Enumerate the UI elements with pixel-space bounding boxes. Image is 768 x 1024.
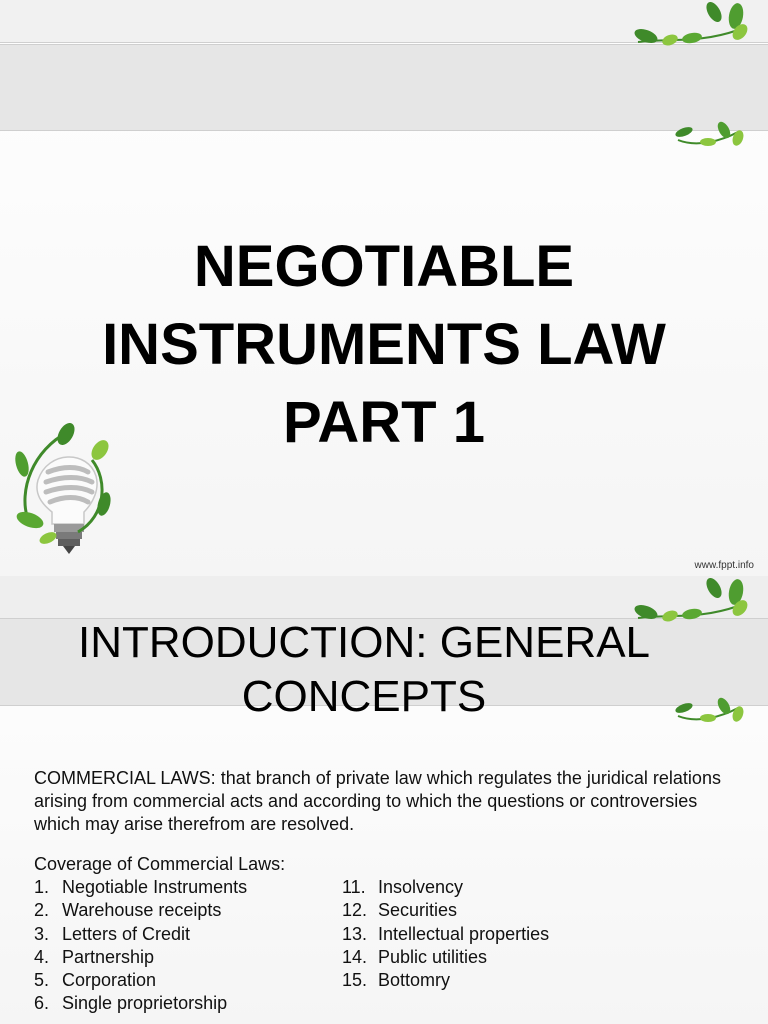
content-slide (0, 576, 768, 1024)
title-line: NEGOTIABLE (193, 234, 575, 299)
list-item: 4. Partnership (34, 946, 155, 967)
coverage-list-right (342, 876, 549, 992)
list-item: 6. Single proprietorship (34, 993, 228, 1014)
list-item: 1. Negotiable Instruments (34, 877, 248, 898)
list-item: 5. Corporation (34, 969, 157, 990)
title-line: PART 1 (283, 390, 485, 455)
definition-paragraph (34, 767, 734, 836)
list-item: 2. Warehouse receipts (34, 900, 222, 921)
list-item: 12. Securities (342, 900, 458, 921)
leaf-vine-icon (628, 0, 758, 150)
title-line: CONCEPTS (241, 672, 487, 721)
slide-title (0, 616, 728, 724)
coverage-section (34, 853, 754, 1014)
coverage-heading: Coverage of Commercial Laws: (34, 854, 286, 874)
definition-text: COMMERCIAL LAWS: that branch of private law which regulates the juridical relations arising from commercial acts and according to which the questions or controversies which may arise therefrom are resolved. (34, 768, 721, 834)
coverage-list-left (34, 876, 247, 1015)
lightbulb-icon (8, 420, 118, 570)
list-item: 13. Intellectual properties (342, 923, 550, 944)
list-item: 3. Letters of Credit (34, 923, 191, 944)
watermark-text: www.fppt.info (694, 560, 754, 571)
list-item: 15. Bottomry (342, 969, 451, 990)
list-item: 11. Insolvency (342, 877, 464, 898)
title-line: INSTRUMENTS LAW (102, 312, 666, 377)
title-line: INTRODUCTION: GENERAL (77, 618, 651, 667)
list-item: 14. Public utilities (342, 946, 488, 967)
